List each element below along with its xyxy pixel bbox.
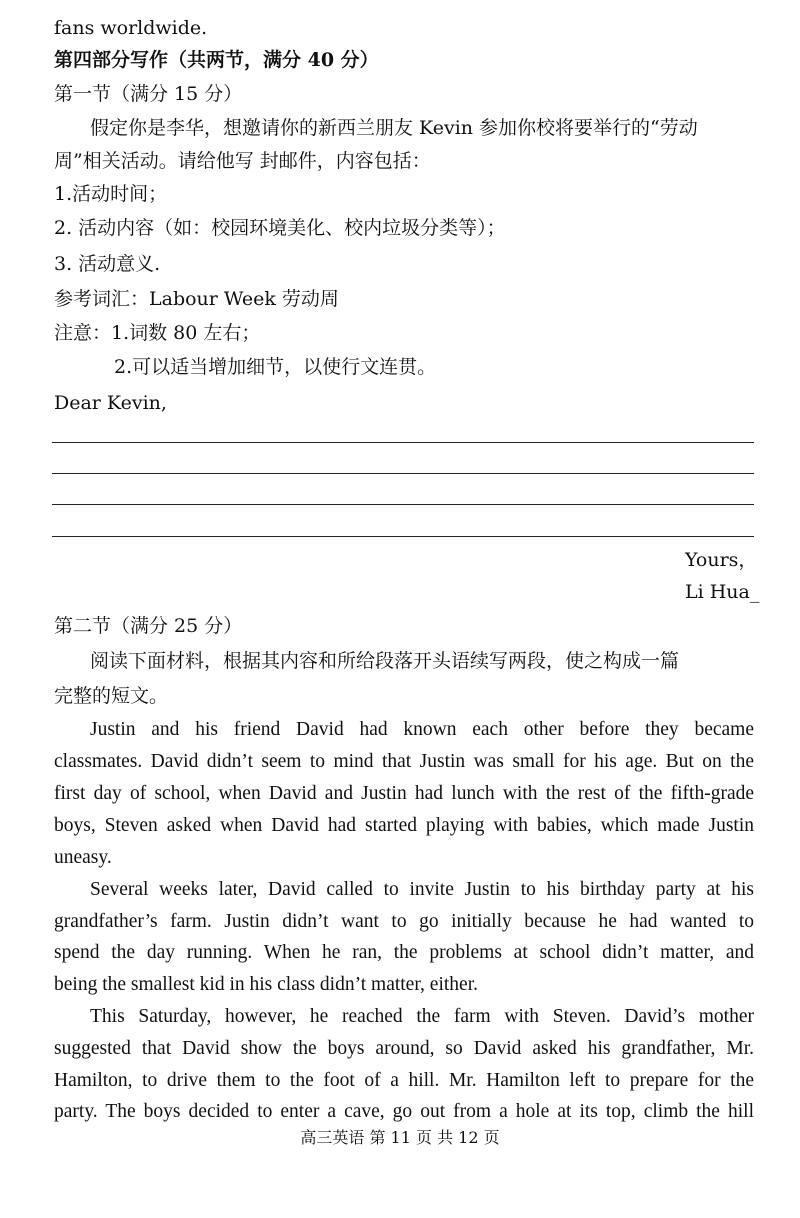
- letter-signature: Li Hua_: [685, 581, 760, 603]
- page-footer: 高三英语 第 11 页 共 12 页: [300, 1128, 500, 1147]
- story-line: grandfather’s farm. Justin didn’t want to go initially because he had wanted to: [54, 911, 754, 932]
- story-line: first day of school, when David and Justin had lunch with the rest of the fifth-grade: [54, 783, 754, 804]
- story-line: boys, Steven asked when David had started playing with babies, which made Justin: [54, 815, 754, 836]
- answer-line-2: [52, 473, 754, 474]
- part4-heading: 第四部分写作（共两节，满分 40 分）: [54, 49, 379, 71]
- story-line: Several weeks later, David called to invite Justin to his birthday party at his: [90, 879, 754, 900]
- story-line: Justin and his friend David had known each other before they became: [90, 719, 754, 740]
- answer-line-4: [52, 536, 754, 537]
- vocabulary-hint: 参考词汇：Labour Week 劳动周: [54, 288, 339, 310]
- story-line: party. The boys decided to enter a cave, go out from a hole at its top, climb the hill: [54, 1101, 754, 1122]
- answer-line-3: [52, 504, 754, 505]
- story-line: uneasy.: [54, 847, 112, 868]
- story-line: being the smallest kid in his class didn’t matter, either.: [54, 974, 478, 995]
- continued-text: fans worldwide.: [54, 17, 208, 39]
- section1-heading: 第一节（满分 15 分）: [54, 83, 243, 105]
- section1-prompt-line2: 周”相关活动。请给他写 封邮件，内容包括：: [54, 150, 431, 172]
- note-2: 2.可以适当增加细节，以使行文连贯。: [114, 356, 437, 378]
- story-line: suggested that David show the boys around, so David asked his grandfather, Mr.: [54, 1038, 754, 1059]
- note-1: 注意：1.词数 80 左右；: [54, 322, 261, 344]
- section2-heading: 第二节（满分 25 分）: [54, 615, 243, 637]
- requirement-item-1: 1.活动时间；: [54, 183, 168, 205]
- section2-prompt-line2: 完整的短文。: [54, 685, 169, 707]
- section1-prompt-line1: 假定你是李华，想邀请你的新西兰朋友 Kevin 参加你校将要举行的“劳动: [90, 117, 698, 139]
- requirement-item-2: 2. 活动内容（如：校园环境美化、校内垃圾分类等）；: [54, 217, 506, 239]
- section2-prompt-line1: 阅读下面材料，根据其内容和所给段落开头语续写两段，使之构成一篇: [90, 650, 680, 672]
- story-line: This Saturday, however, he reached the farm with Steven. David’s mother: [90, 1006, 754, 1027]
- letter-closing: Yours，: [685, 549, 758, 571]
- requirement-item-3: 3. 活动意义.: [54, 253, 161, 275]
- story-line: Hamilton, to drive them to the foot of a hill. Mr. Hamilton left to prepare for the: [54, 1070, 754, 1091]
- answer-line-1: [52, 442, 754, 443]
- letter-greeting: Dear Kevin,: [54, 392, 167, 414]
- story-line: spend the day running. When he ran, the problems at school didn’t matter, and: [54, 942, 754, 963]
- story-line: classmates. David didn’t seem to mind that Justin was small for his age. But on the: [54, 751, 754, 772]
